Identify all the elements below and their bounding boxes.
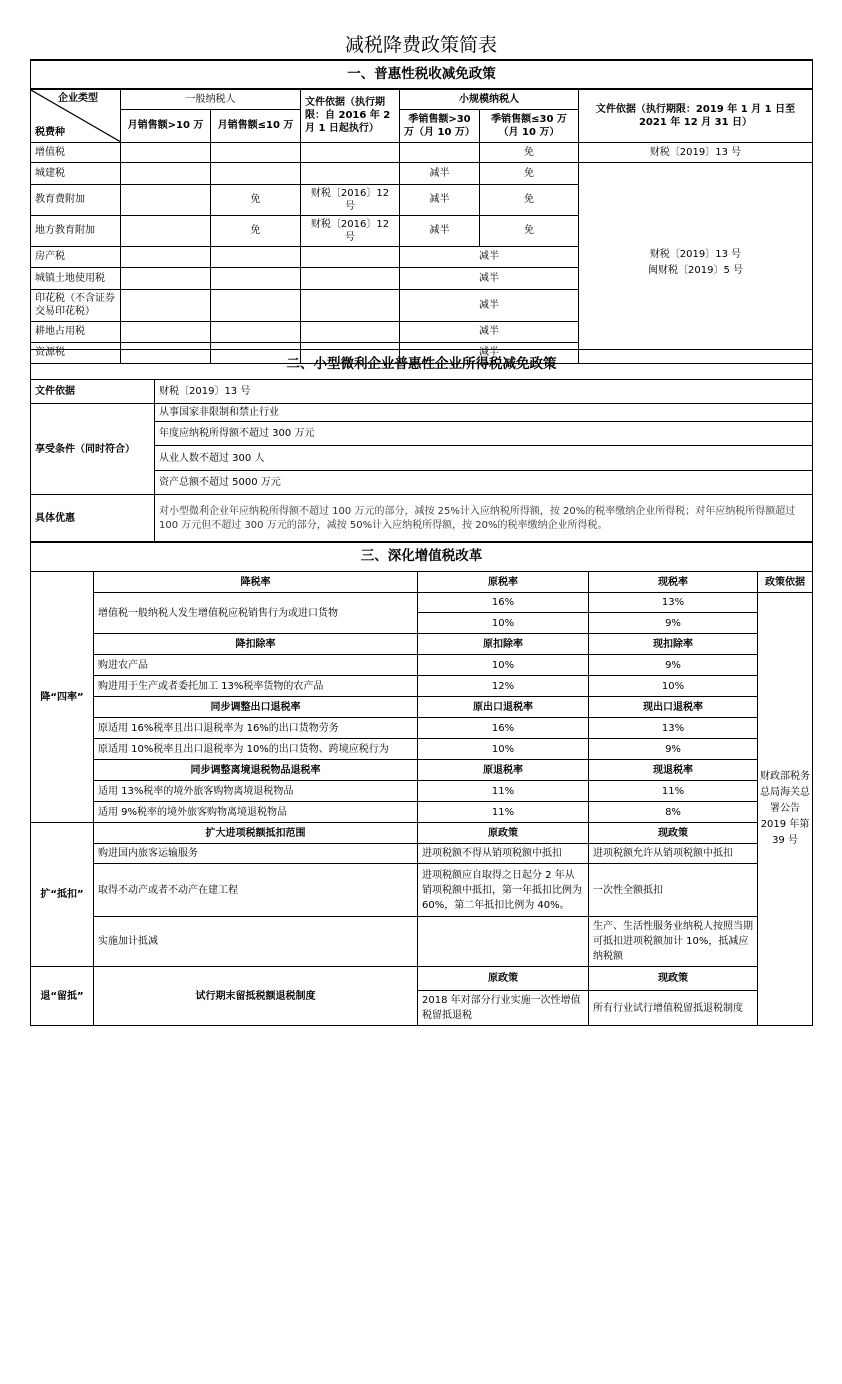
subheader: 扩大进项税额抵扣范围	[94, 823, 418, 844]
subheader: 现扣除率	[589, 634, 758, 655]
small-merged-cell: 减半	[400, 246, 579, 267]
cell: 原适用 10%税率且出口退税率为 10%的出口货物、跨境应税行为	[94, 739, 418, 760]
cell	[121, 267, 211, 289]
cell	[301, 289, 400, 321]
subheader: 现政策	[589, 823, 758, 844]
basis-value: 财税〔2019〕13 号	[155, 380, 813, 404]
cell	[301, 267, 400, 289]
cell	[211, 142, 301, 162]
tax-name: 房产税	[31, 246, 121, 267]
basis-general-header: 文件依据（执行期限：自 2016 年 2 月 1 日起执行）	[301, 89, 400, 142]
table-row	[31, 142, 813, 162]
tax-name: 增值税	[31, 142, 121, 162]
subheader: 现出口退税率	[589, 697, 758, 718]
cell: 财税〔2016〕12 号	[301, 184, 400, 215]
section-2-heading: 二、小型微利企业普惠性企业所得税减免政策	[31, 350, 813, 380]
rate-item: 增值税一般纳税人发生增值税应税销售行为或进口货物	[94, 593, 418, 634]
cell: 实施加计抵减	[94, 917, 418, 967]
tax-name: 印花税（不含证券交易印花税）	[31, 289, 121, 321]
cell: 进项税额不得从销项税额中抵扣	[418, 844, 589, 864]
cell: 免	[211, 215, 301, 246]
cell	[301, 162, 400, 184]
small-merged-cell: 减半	[400, 267, 579, 289]
condition-item: 资产总额不超过 5000 万元	[155, 471, 813, 495]
cell	[211, 246, 301, 267]
cell	[211, 267, 301, 289]
cell	[121, 215, 211, 246]
cell: 财税〔2019〕13 号	[579, 142, 813, 162]
subheader: 同步调整出口退税率	[94, 697, 418, 718]
cell: 10%	[418, 655, 589, 676]
cell	[121, 289, 211, 321]
cell	[121, 162, 211, 184]
policy-basis: 财政部税务总局海关总署公告 2019 年第 39 号	[758, 593, 813, 1026]
policy-basis-header: 政策依据	[758, 572, 813, 593]
cell: 2018 年对部分行业实施一次性增值税留抵退税	[418, 991, 589, 1026]
cell: 8%	[589, 802, 758, 823]
cell: 一次性全额抵扣	[589, 864, 758, 917]
basis-label: 文件依据	[31, 380, 155, 404]
cell: 所有行业试行增值税留抵退税制度	[589, 991, 758, 1026]
subheader: 降扣除率	[94, 634, 418, 655]
subheader: 原扣除率	[418, 634, 589, 655]
cell: 生产、生活性服务业纳税人按照当期可抵扣进项税额加计 10%，抵减应纳税额	[589, 917, 758, 967]
benefit-label: 具体优惠	[31, 495, 155, 543]
cell	[418, 917, 589, 967]
cell: 11%	[418, 781, 589, 802]
general-tax-relief-table	[30, 59, 813, 364]
cell: 11%	[418, 802, 589, 823]
small-taxpayer-header: 小规模纳税人	[400, 89, 579, 109]
cell: 10%	[589, 676, 758, 697]
subheader: 原税率	[418, 572, 589, 593]
tax-name: 城建税	[31, 162, 121, 184]
cell	[211, 289, 301, 321]
general-taxpayer-header: 一般纳税人	[121, 89, 301, 109]
cell: 减半	[400, 184, 480, 215]
cell	[211, 321, 301, 342]
general-gt-header: 月销售额>10 万	[121, 109, 211, 142]
section-3-heading: 三、深化增值税改革	[31, 542, 813, 572]
subheader: 现退税率	[589, 760, 758, 781]
cell: 购进国内旅客运输服务	[94, 844, 418, 864]
small-gt-header: 季销售额>30 万（月 10 万）	[400, 109, 480, 142]
cell: 免	[480, 142, 579, 162]
subheader: 现税率	[589, 572, 758, 593]
cell: 原适用 16%税率且出口退税率为 16%的出口货物劳务	[94, 718, 418, 739]
cell: 12%	[418, 676, 589, 697]
basis-line-1: 财税〔2019〕13 号	[649, 249, 742, 260]
basis-small-header: 文件依据（执行期限：2019 年 1 月 1 日至 2021 年 12 月 31 日）	[579, 89, 813, 142]
cell: 10%	[418, 613, 589, 634]
cell: 9%	[589, 739, 758, 760]
cell: 取得不动产或者不动产在建工程	[94, 864, 418, 917]
subheader: 原政策	[418, 967, 589, 991]
cell: 适用 13%税率的境外旅客购物离境退税物品	[94, 781, 418, 802]
tax-name: 地方教育附加	[31, 215, 121, 246]
header-corner-cell	[31, 89, 121, 142]
cell: 购进农产品	[94, 655, 418, 676]
benefit-text: 对小型微利企业年应纳税所得额不超过 100 万元的部分，减按 25%计入应纳税所得额，按 20%的税率缴纳企业所得税；对年应纳税所得额超过 100 万元但不超过 300 万元的部分，减按 50%计入应纳税所得额，按 20%的税率缴纳企业所得税。	[155, 495, 813, 543]
cell	[121, 321, 211, 342]
cell: 财税〔2016〕12 号	[301, 215, 400, 246]
corner-enterprise-type: 企业类型	[58, 93, 98, 104]
cell: 购进用于生产或者委托加工 13%税率货物的农产品	[94, 676, 418, 697]
cell	[121, 184, 211, 215]
small-merged-cell: 减半	[400, 342, 579, 363]
condition-item: 年度应纳税所得额不超过 300 万元	[155, 422, 813, 446]
cell	[121, 142, 211, 162]
cell: 进项税额应自取得之日起分 2 年从销项税额中抵扣，第一年抵扣比例为 60%，第二年抵扣比例为 40%。	[418, 864, 589, 917]
group-reduce-four-rates: 降“四率”	[31, 572, 94, 823]
cell	[301, 142, 400, 162]
basis-merged-cell	[579, 162, 813, 363]
group-refund-credit: 退“留抵”	[31, 967, 94, 1026]
corner-tax-type: 税费种	[35, 126, 65, 138]
cell: 11%	[589, 781, 758, 802]
small-merged-cell: 减半	[400, 289, 579, 321]
vat-reform-table	[30, 541, 813, 1026]
cell: 适用 9%税率的境外旅客购物离境退税物品	[94, 802, 418, 823]
section-1-heading: 一、普惠性税收减免政策	[31, 60, 813, 89]
cell: 9%	[589, 613, 758, 634]
cell: 减半	[400, 215, 480, 246]
cell	[301, 246, 400, 267]
subheader: 现政策	[589, 967, 758, 991]
tax-name: 耕地占用税	[31, 321, 121, 342]
tax-name: 资源税	[31, 342, 121, 363]
tax-name: 城镇土地使用税	[31, 267, 121, 289]
cell: 免	[211, 184, 301, 215]
cell	[121, 246, 211, 267]
table-row	[31, 162, 813, 184]
subheader: 同步调整离境退税物品退税率	[94, 760, 418, 781]
basis-line-2: 闽财税〔2019〕5 号	[648, 265, 743, 276]
cell: 9%	[589, 655, 758, 676]
cell	[211, 162, 301, 184]
tax-name: 教育费附加	[31, 184, 121, 215]
cell	[301, 321, 400, 342]
subheader: 原退税率	[418, 760, 589, 781]
condition-item: 从业人数不超过 300 人	[155, 446, 813, 471]
group-expand-deduction: 扩“抵扣”	[31, 823, 94, 967]
page-title: 减税降费政策简表	[344, 34, 497, 56]
small-merged-cell: 减半	[400, 321, 579, 342]
cell: 10%	[418, 739, 589, 760]
cell	[400, 142, 480, 162]
small-enterprise-income-tax-table	[30, 349, 813, 543]
cell: 16%	[418, 593, 589, 613]
refund-item: 试行期末留抵税额退税制度	[94, 967, 418, 1026]
cell: 16%	[418, 718, 589, 739]
cell: 减半	[400, 162, 480, 184]
subheader: 原政策	[418, 823, 589, 844]
cell: 13%	[589, 593, 758, 613]
cell: 免	[480, 215, 579, 246]
cell: 免	[480, 162, 579, 184]
general-le-header: 月销售额≤10 万	[211, 109, 301, 142]
subheader: 降税率	[94, 572, 418, 593]
cell: 进项税额允许从销项税额中抵扣	[589, 844, 758, 864]
conditions-label: 享受条件（同时符合）	[31, 404, 155, 495]
subheader: 原出口退税率	[418, 697, 589, 718]
cell: 13%	[589, 718, 758, 739]
small-le-header: 季销售额≤30 万（月 10 万）	[480, 109, 579, 142]
condition-item: 从事国家非限制和禁止行业	[155, 404, 813, 422]
cell: 免	[480, 184, 579, 215]
